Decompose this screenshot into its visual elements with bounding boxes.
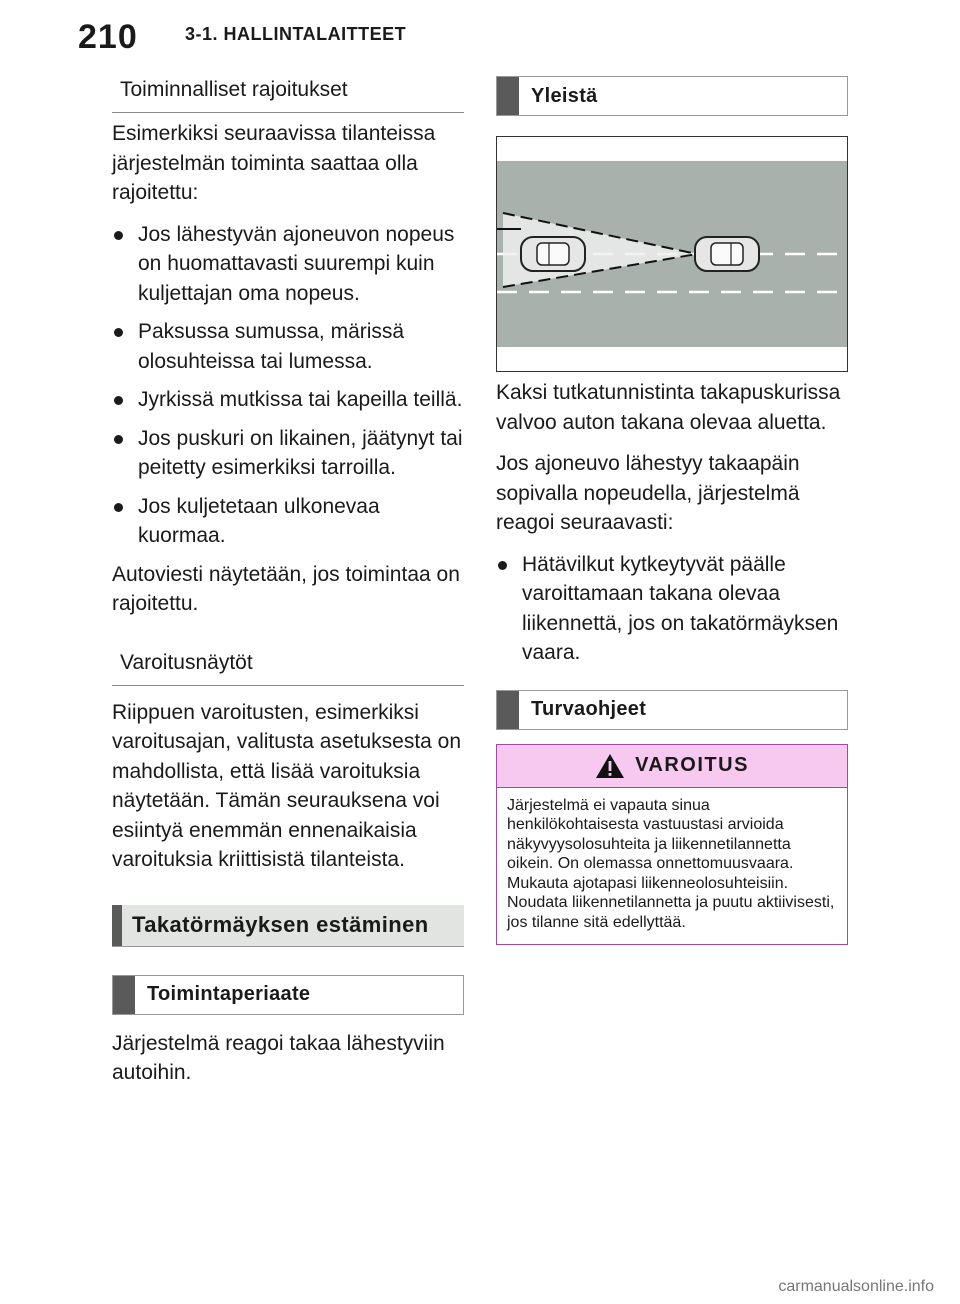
list-item: Paksussa sumussa, märissä olosuhteissa tai lumessa.	[112, 317, 464, 376]
bullet-icon	[114, 328, 123, 337]
list-item: Jyrkissä mutkissa tai kapeilla teillä.	[112, 385, 464, 415]
limits-intro: Esimerkiksi seuraavissa tilanteissa järjestelmän toiminta saattaa olla rajoitettu:	[112, 122, 436, 204]
section-title-text: Takatörmäyksen estäminen	[132, 912, 429, 937]
right-column	[496, 76, 848, 945]
bullet-icon	[498, 561, 507, 570]
limits-outro: Autoviesti näytetään, jos toimintaa on rajoitettu.	[112, 562, 460, 615]
general-text-2: Jos ajoneuvo lähestyy takaapäin sopivalla nopeudella, järjestelmä reagoi seuraavasti:	[496, 452, 800, 534]
heading-bar	[497, 691, 519, 729]
bullet-icon	[114, 435, 123, 444]
principle-heading-text: Toimintaperiaate	[147, 983, 311, 1005]
ego-car-icon	[521, 237, 585, 271]
radar-figure	[496, 136, 848, 372]
general-list	[496, 550, 848, 668]
warning-box	[496, 744, 848, 946]
radar-illustration	[497, 137, 847, 371]
warnings-text: Riippuen varoitusten, esimerkiksi varoitusajan, valitusta asetuksesta on mahdollista, että lisää varoituksia näytetään. Tämän seurauksena voi esiintyä enemmän ennenaikaisia varoituksia kriittisistä tilanteista.	[112, 700, 462, 871]
warning-label: VAROITUS	[635, 754, 749, 776]
warning-triangle-icon	[595, 753, 625, 779]
list-item: Hätävilkut kytkeytyvät päälle varoittamaan takana olevaa liikennettä, jos on takatörmäyksen vaara.	[496, 550, 848, 668]
safety-heading-text: Turvaohjeet	[531, 698, 647, 720]
general-text-1: Kaksi tutkatunnistinta takapuskurissa valvoo auton takana olevaa aluetta.	[496, 381, 841, 434]
approaching-car-icon	[695, 237, 759, 271]
chapter-title: 3-1. HALLINTALAITTEET	[185, 24, 407, 44]
bullet-icon	[114, 503, 123, 512]
principle-heading	[112, 975, 464, 1015]
general-heading-text: Yleistä	[531, 84, 598, 107]
principle-text: Järjestelmä reagoi takaa lähestyviin autoihin.	[112, 1031, 445, 1084]
bullet-icon	[114, 396, 123, 405]
heading-bar	[112, 905, 122, 946]
limits-list	[112, 220, 464, 551]
warning-text: Järjestelmä ei vapauta sinua henkilökohtaisesta vastuustasi arvioida näkyvyysolosuhteita ja liikennetilannetta oikein. On olemassa onnettomuusvaara. Mukauta ajotapasi liikenneolosuhteisiin. Noudata liikennetilannetta ja puutu aktiivisesti, jos tilanne sitä edellyttää.	[507, 796, 835, 931]
section-title	[112, 905, 464, 947]
heading-bar	[113, 976, 135, 1014]
general-heading	[496, 76, 848, 116]
warning-header	[497, 745, 847, 788]
list-item: Jos kuljetetaan ulkonevaa kuormaa.	[112, 492, 464, 551]
list-item: Jos lähestyvän ajoneuvon nopeus on huomattavasti suurempi kuin kuljettajan oma nopeus.	[112, 220, 464, 309]
bullet-icon	[114, 231, 123, 240]
warnings-heading: Varoitusnäytöt	[112, 645, 464, 686]
safety-heading	[496, 690, 848, 730]
limits-heading: Toiminnalliset rajoitukset	[112, 72, 464, 113]
list-item: Jos puskuri on likainen, jäätynyt tai peitetty esimerkiksi tarroilla.	[112, 424, 464, 483]
left-column	[112, 72, 464, 1100]
watermark: carmanualsonline.info	[778, 1278, 934, 1295]
heading-bar	[497, 77, 519, 115]
page-number: 210	[78, 18, 138, 56]
